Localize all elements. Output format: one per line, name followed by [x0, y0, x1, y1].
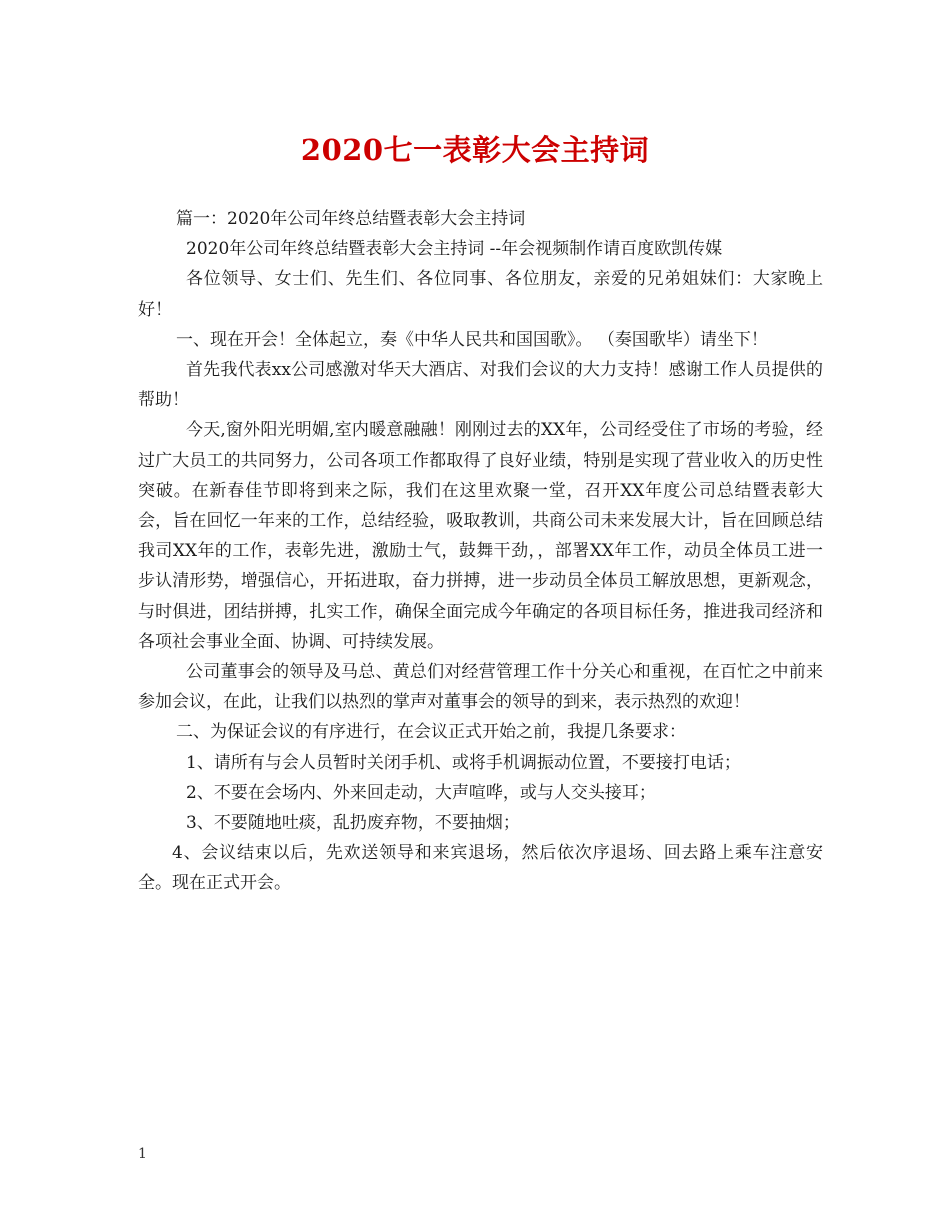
list-item: 3、不要随地吐痰，乱扔废弃物，不要抽烟；: [186, 813, 520, 834]
list-item: 1、请所有与会人员暂时关闭手机、或将手机调振动位置，不要接打电话；: [186, 752, 741, 773]
paragraph-subtitle: 2020年公司年终总结暨表彰大会主持词 --年会视频制作请百度欧凯传媒: [186, 239, 723, 260]
document-body: [138, 204, 823, 899]
document-title: 2020七一表彰大会主持词: [300, 133, 650, 167]
list-item: 4、会议结束以后，先欢送领导和来宾退场，然后依次序退场、回去路上乘车注意安全。现在正式开会。: [138, 843, 823, 894]
paragraph-section-heading: 篇一：2020年公司年终总结暨表彰大会主持词: [176, 209, 526, 229]
paragraph-thanks: 首先我代表xx公司感激对华天大酒店、对我们会议的大力支持！感谢工作人员提供的帮助！: [138, 360, 823, 411]
paragraph-requirements: 二、为保证会议的有序进行，在会议正式开始之前，我提几条要求：: [176, 722, 686, 743]
page-number: 1: [138, 1146, 147, 1162]
paragraph-review: 今天,窗外阳光明媚,室内暖意融融！刚刚过去的XX年，公司经受住了市场的考验，经过广大员工的共同努力，公司各项工作都取得了良好业绩，特别是实现了营业收入的历史性突破。在新春佳节即将到来之际，我们在这里欢聚一堂，召开XX年度公司总结暨表彰大会，旨在回忆一年来的工作，总结经验，吸取教训，共商公司未来发展大计，旨在回顾总结我司XX年的工作，表彰先进，激励士气，鼓舞干劲，，部署XX年工作，动员全体员工进一步认清形势，增强信心，开拓进取，奋力拼搏，进一步动员全体员工解放思想，更新观念，与时俱进，团结拼搏，扎实工作，确保全面完成今年确定的各项目标任务，推进我司经济和各项社会事业全面、协调、可持续发展。: [138, 420, 823, 652]
paragraph-welcome: 公司董事会的领导及马总、黄总们对经营管理工作十分关心和重视，在百忙之中前来参加会议，在此，让我们以热烈的掌声对董事会的领导的到来，表示热烈的欢迎！: [138, 662, 823, 713]
paragraph-greeting: 各位领导、女士们、先生们、各位同事、各位朋友，亲爱的兄弟姐妹们：大家晚上好！: [138, 269, 823, 320]
list-item: 2、不要在会场内、外来回走动，大声喧哗，或与人交头接耳；: [186, 782, 656, 803]
paragraph-opening: 一、现在开会！全体起立，奏《中华人民共和国国歌》。 （奏国歌毕）请坐下！: [176, 329, 768, 350]
